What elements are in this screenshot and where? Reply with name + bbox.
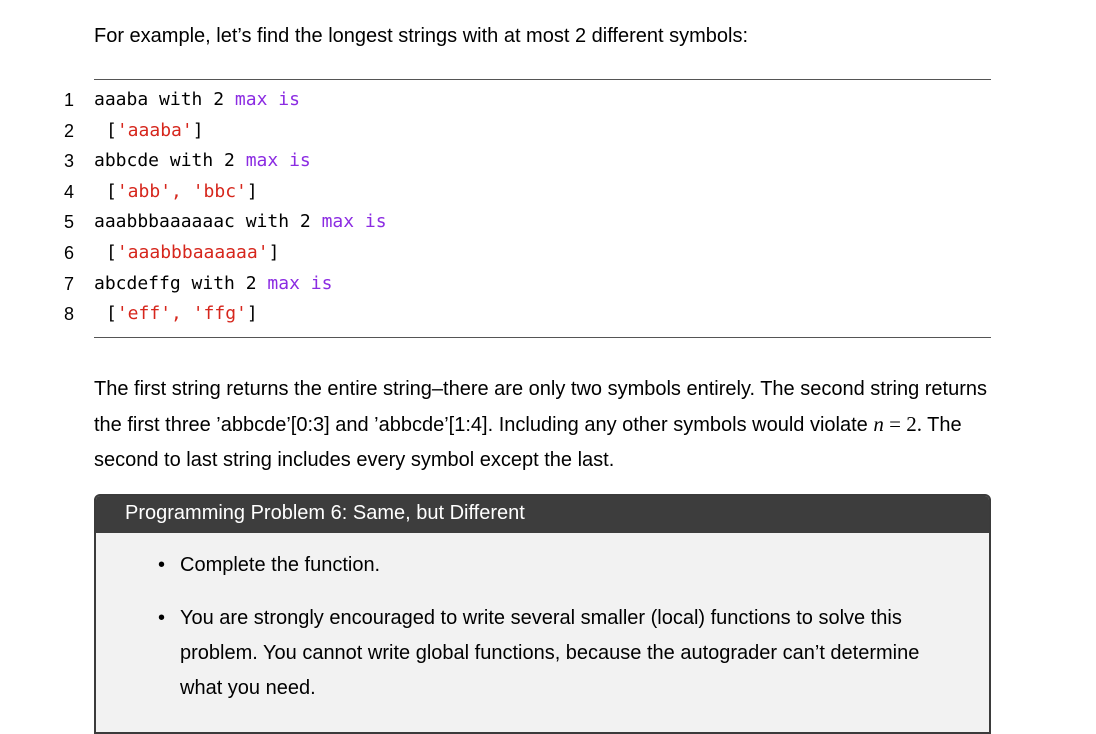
bullet-icon: • (158, 607, 166, 629)
code-keyword: max is (267, 272, 333, 294)
code-token: abbcde with 2 (94, 150, 246, 172)
code-line (0, 269, 1000, 300)
code-token: ] (268, 241, 280, 263)
problem-list-text: You are strongly encouraged to write several smaller (local) functions to solve this problem. You cannot write global functions, because the autograder can’t determine what you need. (180, 607, 920, 699)
line-number: 3 (63, 151, 74, 172)
line-number: 8 (63, 304, 74, 325)
math-variable: n (873, 412, 884, 436)
explanation-paragraph (94, 372, 994, 478)
code-top-rule (94, 79, 991, 80)
code-string: 'abb', 'bbc' (116, 180, 247, 202)
code-text (106, 299, 258, 330)
code-line (0, 116, 1000, 147)
code-token: [ (106, 303, 117, 325)
math-value: = 2. (883, 412, 922, 436)
code-string: 'eff', 'ffg' (116, 303, 247, 325)
code-keyword: max is (245, 150, 311, 172)
code-listing (0, 85, 1000, 330)
line-number: 2 (63, 120, 74, 141)
problem-list-item (158, 601, 958, 706)
code-text (94, 207, 387, 238)
line-number: 4 (63, 181, 74, 202)
line-number: 6 (63, 242, 74, 263)
line-number: 7 (63, 273, 74, 294)
bullet-icon: • (158, 554, 166, 576)
code-text (106, 116, 204, 147)
line-number: 1 (63, 90, 74, 110)
code-keyword: max is (321, 211, 387, 233)
code-line (0, 85, 1000, 116)
problem-list-item (158, 548, 958, 583)
code-token: ] (192, 119, 204, 141)
code-line (0, 299, 1000, 330)
code-line (0, 177, 1000, 208)
paragraph-text-2: The second to last string includes every symbol except the last. (94, 414, 962, 471)
problem-box-list (158, 548, 958, 724)
code-bottom-rule (94, 337, 991, 338)
code-text (94, 269, 332, 300)
math-expression (873, 412, 922, 436)
code-token: [ (106, 119, 117, 141)
code-string: 'aaaba' (116, 119, 193, 141)
code-text (106, 238, 279, 269)
code-string: 'aaabbbaaaaaa' (116, 241, 269, 263)
code-token: abcdeffg with 2 (94, 272, 268, 294)
code-token: ] (246, 180, 258, 202)
code-text (94, 146, 311, 177)
code-token: aaabbbaaaaaac with 2 (94, 211, 322, 233)
code-token: ] (246, 303, 258, 325)
intro-text: For example, let’s find the longest strings with at most 2 different symbols: (94, 25, 749, 47)
line-number: 5 (63, 212, 74, 233)
code-token: aaaba with 2 (94, 89, 235, 110)
problem-box-title: Programming Problem 6: Same, but Different (96, 496, 989, 533)
code-line (0, 238, 1000, 269)
code-text (106, 177, 258, 208)
problem-list-text: Complete the function. (180, 554, 381, 576)
code-line (0, 207, 1000, 238)
code-token: [ (106, 180, 117, 202)
code-token: [ (106, 241, 117, 263)
problem-box (94, 494, 991, 734)
code-keyword: max is (234, 89, 300, 110)
code-line (0, 146, 1000, 177)
code-text (94, 85, 300, 116)
paragraph-text-1: The first string returns the entire string–there are only two symbols entirely. The second string returns the first three ’abbcde’[0:3] and ’abbcde’[1:4]. Including any other symbols would violate (94, 378, 987, 436)
